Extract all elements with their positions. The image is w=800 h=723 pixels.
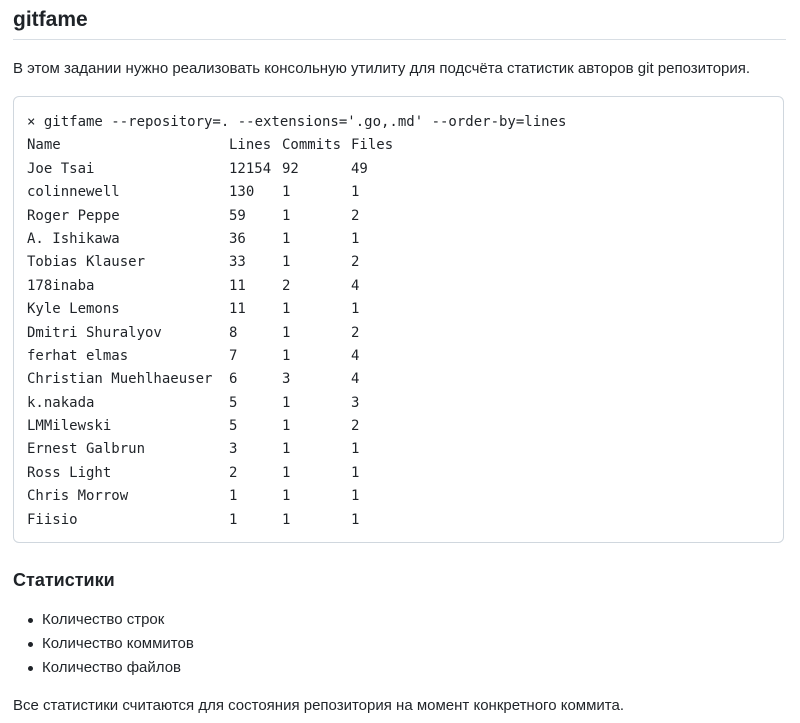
output-row [27, 228, 566, 251]
cell-commits: 1 [282, 184, 291, 201]
cell-commits: 1 [282, 301, 291, 318]
cell-name: Joe Tsai [27, 160, 95, 177]
cell-lines: 11 [229, 277, 246, 294]
cell-commits: 1 [282, 441, 291, 458]
list-item-text: Количество коммитов [42, 635, 194, 652]
output-row [27, 251, 566, 274]
cell-commits: 1 [282, 464, 291, 481]
cell-name: ferhat elmas [27, 347, 129, 364]
list-item [13, 634, 194, 658]
list-item-text: Количество строк [42, 611, 165, 628]
cell-files: 2 [351, 324, 360, 341]
output-row [27, 509, 566, 532]
cell-name: colinnewell [27, 184, 120, 201]
output-row [27, 368, 566, 391]
header-name: Name [27, 137, 61, 154]
cell-commits: 1 [282, 418, 291, 435]
cell-commits: 1 [282, 254, 291, 271]
cell-name: k.nakada [27, 394, 95, 411]
header-lines: Lines [229, 137, 272, 154]
cell-files: 2 [351, 418, 360, 435]
list-item [13, 610, 194, 634]
bullet-icon [28, 642, 33, 647]
cell-files: 4 [351, 371, 360, 388]
cell-files: 1 [351, 464, 360, 481]
cell-commits: 1 [282, 488, 291, 505]
cell-lines: 5 [229, 394, 238, 411]
cell-commits: 1 [282, 394, 291, 411]
output-row [27, 322, 566, 345]
cell-name: Ross Light [27, 464, 112, 481]
cell-files: 1 [351, 511, 360, 528]
cell-lines: 12154 [229, 160, 272, 177]
cell-name: Kyle Lemons [27, 301, 120, 318]
list-item [13, 658, 194, 682]
page-title: gitfame [13, 8, 88, 31]
cell-files: 1 [351, 230, 360, 247]
header-files: Files [351, 137, 394, 154]
stats-heading: Статистики [13, 570, 115, 590]
cell-name: Tobias Klauser [27, 254, 146, 271]
cell-commits: 1 [282, 207, 291, 224]
cell-lines: 2 [229, 464, 238, 481]
stats-list [13, 610, 194, 682]
cell-name: LMMilewski [27, 418, 112, 435]
cell-lines: 1 [229, 511, 238, 528]
cell-name: Roger Peppe [27, 207, 120, 224]
cell-lines: 130 [229, 184, 255, 201]
cell-commits: 92 [282, 160, 299, 177]
output-row [27, 181, 566, 204]
cell-lines: 7 [229, 347, 238, 364]
list-item-text: Количество файлов [42, 659, 182, 676]
code-content [27, 111, 566, 532]
cell-lines: 6 [229, 371, 238, 388]
output-row [27, 392, 566, 415]
cell-name: Christian Muehlhaeuser [27, 371, 213, 388]
code-block [13, 96, 784, 543]
output-row [27, 415, 566, 438]
cell-files: 1 [351, 301, 360, 318]
cell-files: 1 [351, 488, 360, 505]
output-row [27, 205, 566, 228]
cell-lines: 8 [229, 324, 238, 341]
cell-commits: 2 [282, 277, 291, 294]
cell-files: 49 [351, 160, 368, 177]
cell-commits: 1 [282, 347, 291, 364]
cell-lines: 36 [229, 230, 246, 247]
cell-name: Chris Morrow [27, 488, 129, 505]
command-line: × gitfame --repository=. --extensions='.go,.md' --order-by=lines [27, 114, 567, 130]
title-divider [13, 39, 786, 40]
cell-files: 4 [351, 347, 360, 364]
cell-commits: 3 [282, 371, 291, 388]
cell-lines: 1 [229, 488, 238, 505]
cell-lines: 3 [229, 441, 238, 458]
cell-lines: 33 [229, 254, 246, 271]
bullet-icon [28, 618, 33, 623]
cell-files: 1 [351, 441, 360, 458]
cell-name: 178inaba [27, 277, 95, 294]
output-row [27, 485, 566, 508]
output-row [27, 298, 566, 321]
cell-files: 1 [351, 184, 360, 201]
output-header-row [27, 134, 566, 157]
output-rows [27, 158, 566, 532]
cell-lines: 5 [229, 418, 238, 435]
output-row [27, 275, 566, 298]
cell-files: 3 [351, 394, 360, 411]
output-row [27, 438, 566, 461]
footer-paragraph: Все статистики считаются для состояния репозитория на момент конкретного коммита. [13, 697, 625, 714]
header-commits: Commits [282, 137, 342, 154]
cell-lines: 11 [229, 301, 246, 318]
cell-commits: 1 [282, 230, 291, 247]
output-row [27, 158, 566, 181]
cell-name: Dmitri Shuralyov [27, 324, 162, 341]
cell-lines: 59 [229, 207, 246, 224]
cell-name: Fiisio [27, 511, 78, 528]
cell-files: 2 [351, 207, 360, 224]
cell-commits: 1 [282, 324, 291, 341]
output-row [27, 462, 566, 485]
bullet-icon [28, 666, 33, 671]
intro-paragraph: В этом задании нужно реализовать консольную утилиту для подсчёта статистик авторов git репозитория. [13, 60, 751, 77]
cell-name: Ernest Galbrun [27, 441, 146, 458]
cell-commits: 1 [282, 511, 291, 528]
cell-files: 4 [351, 277, 360, 294]
cell-name: A. Ishikawa [27, 230, 120, 247]
output-row [27, 345, 566, 368]
cell-files: 2 [351, 254, 360, 271]
